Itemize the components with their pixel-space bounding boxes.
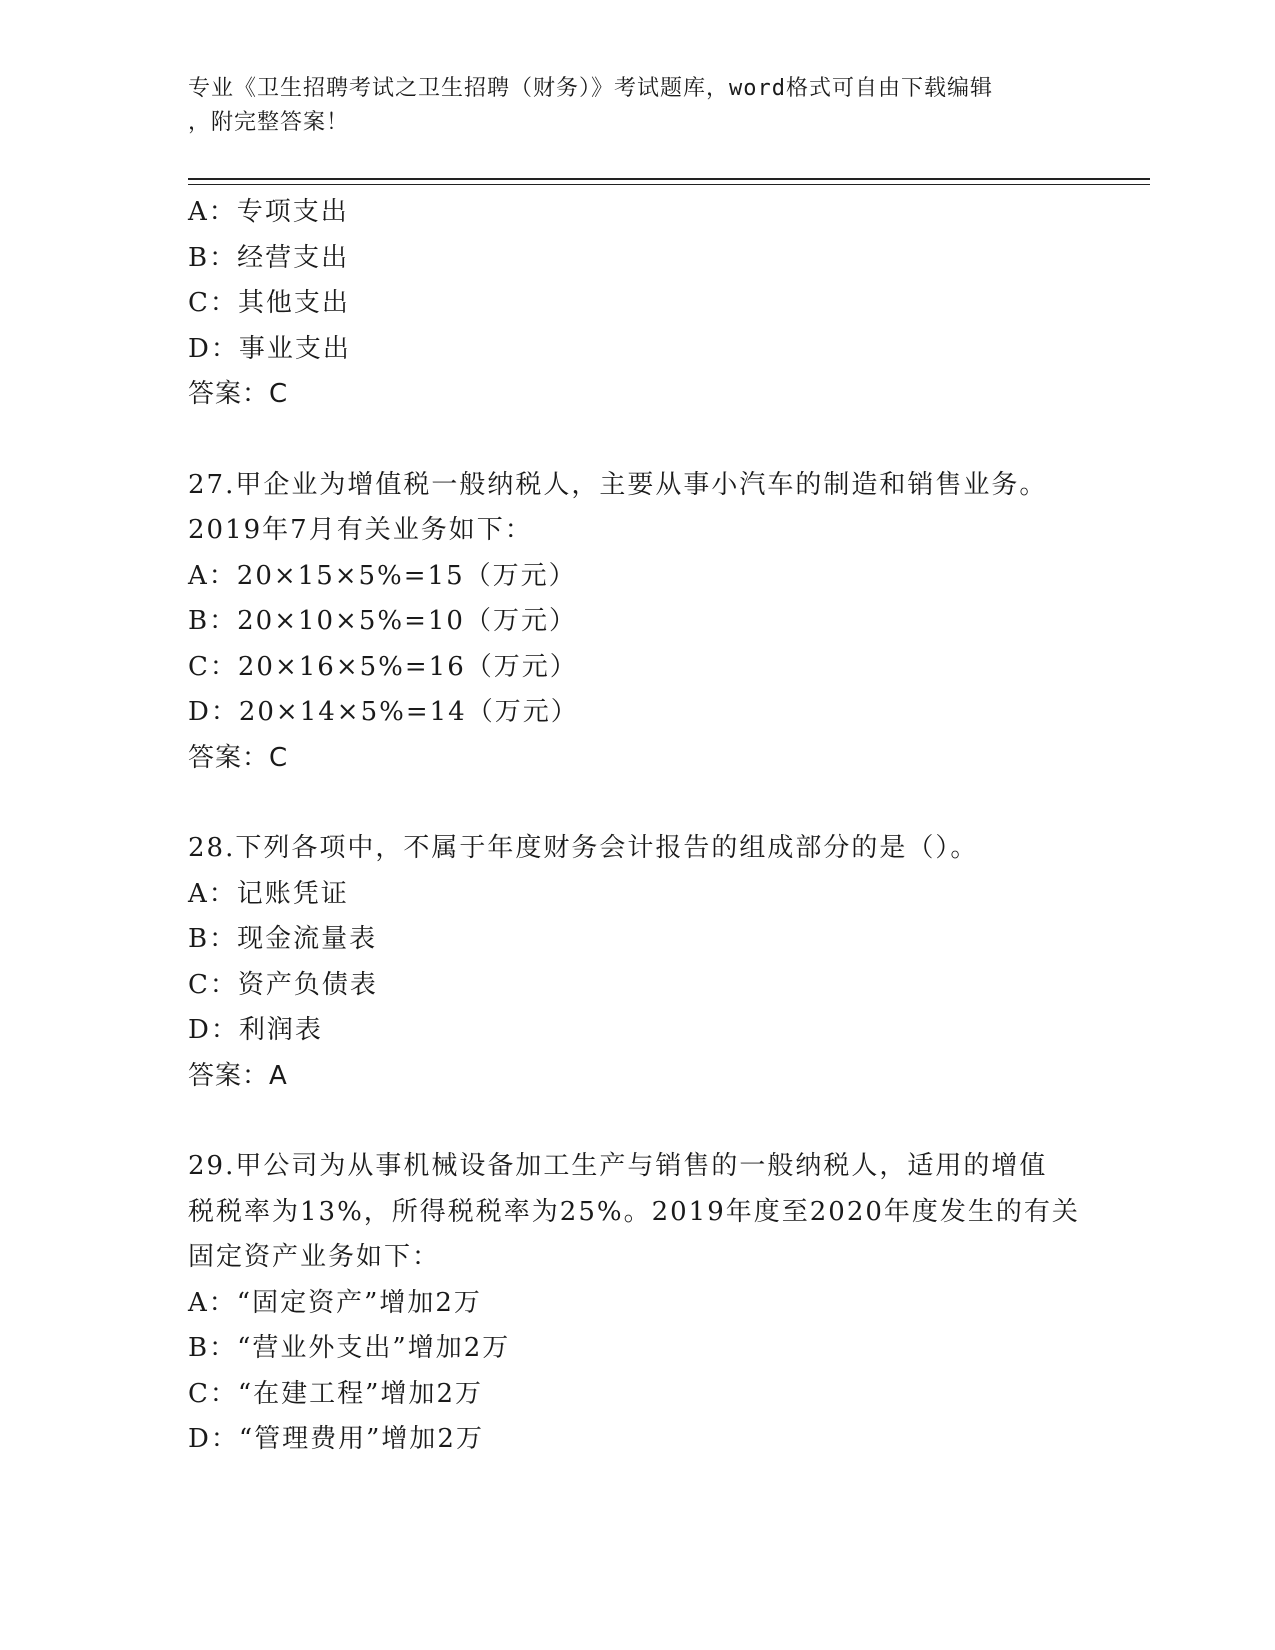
- option-a: A：20×15×5%=15（万元）: [188, 560, 577, 591]
- option-c: C：“在建工程”增加2万: [188, 1378, 484, 1409]
- option-b: B：经营支出: [188, 242, 350, 273]
- spacer: [188, 418, 1088, 463]
- option-a: A：专项支出: [188, 197, 349, 227]
- header-divider-thin: [188, 184, 1150, 185]
- document-header: [188, 72, 1068, 140]
- option-b: B：20×10×5%=10（万元）: [188, 606, 577, 636]
- spacer: [188, 1099, 1088, 1144]
- question-27-block: [188, 463, 1088, 782]
- question-stem-line: 固定资产业务如下：: [188, 1242, 441, 1272]
- question-stem-line: 28.下列各项中，不属于年度财务会计报告的组成部分的是（）。: [188, 833, 979, 863]
- answer-line: 答案：C: [188, 742, 289, 773]
- question-stem-line: 27.甲企业为增值税一般纳税人，主要从事小汽车的制造和销售业务。: [188, 469, 1048, 500]
- question-26-block: [188, 190, 1088, 418]
- question-stem-line: 税税率为13%，所得税税率为25%。2019年度至2020年度发生的有关: [188, 1196, 1080, 1227]
- option-b: B：现金流量表: [188, 924, 378, 954]
- question-stem-line: 2019年7月有关业务如下：: [188, 515, 533, 545]
- option-d: D：利润表: [188, 1015, 323, 1045]
- option-d: D：“管理费用”增加2万: [188, 1424, 484, 1454]
- option-a: A：记账凭证: [188, 878, 349, 909]
- option-a: A：“固定资产”增加2万: [188, 1287, 482, 1318]
- answer-line: 答案：A: [188, 1060, 288, 1091]
- option-c: C：其他支出: [188, 288, 350, 318]
- question-stem-line: 29.甲公司为从事机械设备加工生产与销售的一般纳税人，适用的增值: [188, 1151, 1048, 1181]
- option-c: C：20×16×5%=16（万元）: [188, 651, 578, 682]
- answer-line: 答案：C: [188, 379, 289, 409]
- option-c: C：资产负债表: [188, 969, 378, 1000]
- option-b: B：“营业外支出”增加2万: [188, 1333, 511, 1363]
- question-29-block: [188, 1144, 1088, 1463]
- option-d: D：事业支出: [188, 333, 351, 364]
- option-d: D：20×14×5%=14（万元）: [188, 697, 579, 727]
- question-list: [188, 190, 1088, 1463]
- header-line-1: 专业《卫生招聘考试之卫生招聘（财务）》考试题库，word格式可自由下载编辑: [188, 76, 993, 101]
- question-28-block: [188, 826, 1088, 1099]
- header-divider-thick: [188, 178, 1150, 180]
- spacer: [188, 781, 1088, 826]
- header-line-2: ，附完整答案！: [188, 110, 350, 135]
